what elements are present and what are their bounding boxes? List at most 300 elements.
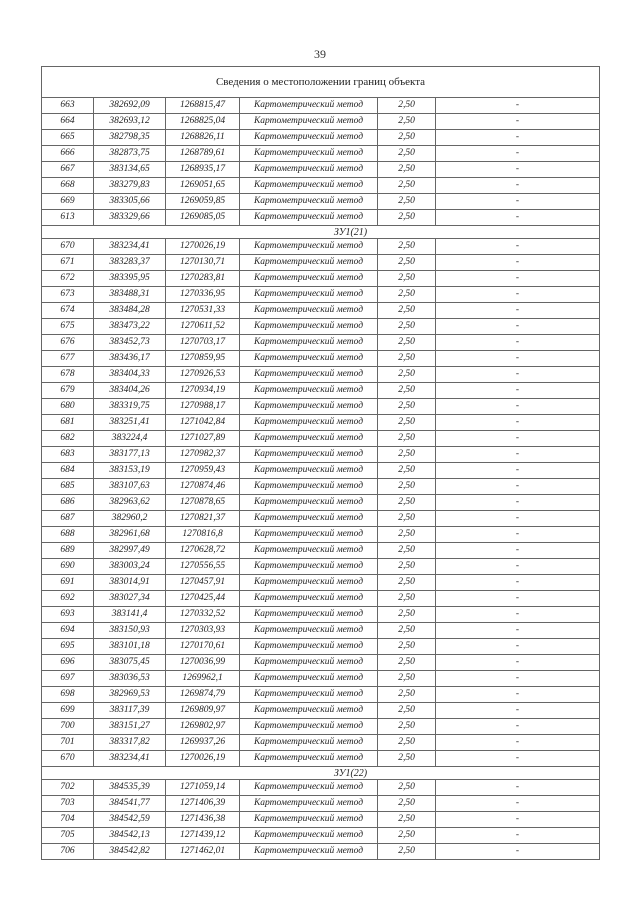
method-cell: Картометрический метод <box>240 399 378 415</box>
description-cell: - <box>436 527 600 543</box>
x-coordinate-cell: 383234,41 <box>94 751 166 767</box>
table-row <box>42 812 600 828</box>
method-cell: Картометрический метод <box>240 527 378 543</box>
accuracy-cell: 2,50 <box>378 655 436 671</box>
table-row <box>42 559 600 575</box>
x-coordinate-cell: 383404,33 <box>94 367 166 383</box>
point-number-cell: 689 <box>42 543 94 559</box>
y-coordinate-cell: 1270874,46 <box>166 479 240 495</box>
point-number-cell: 679 <box>42 383 94 399</box>
y-coordinate-cell: 1269085,05 <box>166 210 240 226</box>
accuracy-cell: 2,50 <box>378 303 436 319</box>
y-coordinate-cell: 1270130,71 <box>166 255 240 271</box>
y-coordinate-cell: 1268825,04 <box>166 114 240 130</box>
accuracy-cell: 2,50 <box>378 623 436 639</box>
x-coordinate-cell: 382960,2 <box>94 511 166 527</box>
table-row <box>42 780 600 796</box>
x-coordinate-cell: 384541,77 <box>94 796 166 812</box>
description-cell: - <box>436 671 600 687</box>
y-coordinate-cell: 1269937,26 <box>166 735 240 751</box>
table-row <box>42 194 600 210</box>
method-cell: Картометрический метод <box>240 591 378 607</box>
point-number-cell: 667 <box>42 162 94 178</box>
table-row <box>42 671 600 687</box>
point-number-cell: 702 <box>42 780 94 796</box>
method-cell: Картометрический метод <box>240 479 378 495</box>
point-number-cell: 703 <box>42 796 94 812</box>
x-coordinate-cell: 384542,59 <box>94 812 166 828</box>
method-cell: Картометрический метод <box>240 639 378 655</box>
accuracy-cell: 2,50 <box>378 431 436 447</box>
method-cell: Картометрический метод <box>240 844 378 860</box>
table-row <box>42 844 600 860</box>
y-coordinate-cell: 1270336,95 <box>166 287 240 303</box>
point-number-cell: 666 <box>42 146 94 162</box>
description-cell: - <box>436 367 600 383</box>
y-coordinate-cell: 1270821,37 <box>166 511 240 527</box>
y-coordinate-cell: 1270283,81 <box>166 271 240 287</box>
method-cell: Картометрический метод <box>240 98 378 114</box>
accuracy-cell: 2,50 <box>378 559 436 575</box>
method-cell: Картометрический метод <box>240 335 378 351</box>
y-coordinate-cell: 1270816,8 <box>166 527 240 543</box>
point-number-cell: 669 <box>42 194 94 210</box>
description-cell: - <box>436 796 600 812</box>
description-cell: - <box>436 178 600 194</box>
x-coordinate-cell: 383117,39 <box>94 703 166 719</box>
accuracy-cell: 2,50 <box>378 255 436 271</box>
table-row <box>42 447 600 463</box>
description-cell: - <box>436 719 600 735</box>
accuracy-cell: 2,50 <box>378 844 436 860</box>
table-row <box>42 796 600 812</box>
x-coordinate-cell: 383319,75 <box>94 399 166 415</box>
x-coordinate-cell: 383150,93 <box>94 623 166 639</box>
description-cell: - <box>436 828 600 844</box>
description-cell: - <box>436 431 600 447</box>
y-coordinate-cell: 1270703,17 <box>166 335 240 351</box>
description-cell: - <box>436 559 600 575</box>
method-cell: Картометрический метод <box>240 447 378 463</box>
y-coordinate-cell: 1270611,52 <box>166 319 240 335</box>
method-cell: Картометрический метод <box>240 130 378 146</box>
method-cell: Картометрический метод <box>240 271 378 287</box>
y-coordinate-cell: 1268826,11 <box>166 130 240 146</box>
x-coordinate-cell: 382961,68 <box>94 527 166 543</box>
point-number-cell: 686 <box>42 495 94 511</box>
y-coordinate-cell: 1270332,52 <box>166 607 240 623</box>
accuracy-cell: 2,50 <box>378 591 436 607</box>
point-number-cell: 688 <box>42 527 94 543</box>
y-coordinate-cell: 1270926,53 <box>166 367 240 383</box>
description-cell: - <box>436 463 600 479</box>
accuracy-cell: 2,50 <box>378 146 436 162</box>
x-coordinate-cell: 383484,28 <box>94 303 166 319</box>
description-cell: - <box>436 812 600 828</box>
point-number-cell: 680 <box>42 399 94 415</box>
section-header-row <box>42 226 600 239</box>
method-cell: Картометрический метод <box>240 623 378 639</box>
table-row <box>42 703 600 719</box>
method-cell: Картометрический метод <box>240 559 378 575</box>
description-cell: - <box>436 146 600 162</box>
table-row <box>42 495 600 511</box>
y-coordinate-cell: 1271027,89 <box>166 431 240 447</box>
description-cell: - <box>436 98 600 114</box>
y-coordinate-cell: 1270934,19 <box>166 383 240 399</box>
y-coordinate-cell: 1270988,17 <box>166 399 240 415</box>
method-cell: Картометрический метод <box>240 351 378 367</box>
method-cell: Картометрический метод <box>240 495 378 511</box>
description-cell: - <box>436 780 600 796</box>
x-coordinate-cell: 383141,4 <box>94 607 166 623</box>
point-number-cell: 700 <box>42 719 94 735</box>
y-coordinate-cell: 1270026,19 <box>166 751 240 767</box>
description-cell: - <box>436 287 600 303</box>
y-coordinate-cell: 1269059,85 <box>166 194 240 210</box>
y-coordinate-cell: 1270556,55 <box>166 559 240 575</box>
x-coordinate-cell: 382693,12 <box>94 114 166 130</box>
accuracy-cell: 2,50 <box>378 639 436 655</box>
description-cell: - <box>436 399 600 415</box>
method-cell: Картометрический метод <box>240 194 378 210</box>
accuracy-cell: 2,50 <box>378 399 436 415</box>
y-coordinate-cell: 1270457,91 <box>166 575 240 591</box>
table-row <box>42 607 600 623</box>
x-coordinate-cell: 383036,53 <box>94 671 166 687</box>
method-cell: Картометрический метод <box>240 239 378 255</box>
description-cell: - <box>436 130 600 146</box>
table-row <box>42 98 600 114</box>
method-cell: Картометрический метод <box>240 703 378 719</box>
table-row <box>42 575 600 591</box>
table-row <box>42 828 600 844</box>
accuracy-cell: 2,50 <box>378 479 436 495</box>
accuracy-cell: 2,50 <box>378 130 436 146</box>
table-row <box>42 415 600 431</box>
y-coordinate-cell: 1270628,72 <box>166 543 240 559</box>
accuracy-cell: 2,50 <box>378 367 436 383</box>
point-number-cell: 690 <box>42 559 94 575</box>
accuracy-cell: 2,50 <box>378 687 436 703</box>
description-cell: - <box>436 114 600 130</box>
x-coordinate-cell: 383151,27 <box>94 719 166 735</box>
point-number-cell: 701 <box>42 735 94 751</box>
table-row <box>42 287 600 303</box>
method-cell: Картометрический метод <box>240 719 378 735</box>
x-coordinate-cell: 383014,91 <box>94 575 166 591</box>
accuracy-cell: 2,50 <box>378 828 436 844</box>
accuracy-cell: 2,50 <box>378 178 436 194</box>
accuracy-cell: 2,50 <box>378 607 436 623</box>
point-number-cell: 674 <box>42 303 94 319</box>
description-cell: - <box>436 383 600 399</box>
method-cell: Картометрический метод <box>240 114 378 130</box>
x-coordinate-cell: 383003,24 <box>94 559 166 575</box>
x-coordinate-cell: 383027,34 <box>94 591 166 607</box>
point-number-cell: 697 <box>42 671 94 687</box>
description-cell: - <box>436 495 600 511</box>
x-coordinate-cell: 382873,75 <box>94 146 166 162</box>
point-number-cell: 693 <box>42 607 94 623</box>
y-coordinate-cell: 1270036,99 <box>166 655 240 671</box>
y-coordinate-cell: 1268935,17 <box>166 162 240 178</box>
description-cell: - <box>436 623 600 639</box>
table-row <box>42 303 600 319</box>
accuracy-cell: 2,50 <box>378 543 436 559</box>
point-number-cell: 670 <box>42 239 94 255</box>
method-cell: Картометрический метод <box>240 751 378 767</box>
description-cell: - <box>436 255 600 271</box>
accuracy-cell: 2,50 <box>378 780 436 796</box>
method-cell: Картометрический метод <box>240 828 378 844</box>
x-coordinate-cell: 383436,17 <box>94 351 166 367</box>
point-number-cell: 670 <box>42 751 94 767</box>
method-cell: Картометрический метод <box>240 796 378 812</box>
x-coordinate-cell: 383107,63 <box>94 479 166 495</box>
x-coordinate-cell: 383488,31 <box>94 287 166 303</box>
table-row <box>42 751 600 767</box>
y-coordinate-cell: 1269809,97 <box>166 703 240 719</box>
table-row <box>42 623 600 639</box>
accuracy-cell: 2,50 <box>378 194 436 210</box>
point-number-cell: 664 <box>42 114 94 130</box>
point-number-cell: 698 <box>42 687 94 703</box>
point-number-cell: 694 <box>42 623 94 639</box>
method-cell: Картометрический метод <box>240 255 378 271</box>
table-row <box>42 591 600 607</box>
x-coordinate-cell: 382963,62 <box>94 495 166 511</box>
point-number-cell: 704 <box>42 812 94 828</box>
accuracy-cell: 2,50 <box>378 114 436 130</box>
accuracy-cell: 2,50 <box>378 447 436 463</box>
description-cell: - <box>436 303 600 319</box>
description-cell: - <box>436 639 600 655</box>
method-cell: Картометрический метод <box>240 575 378 591</box>
table-row <box>42 255 600 271</box>
x-coordinate-cell: 383473,22 <box>94 319 166 335</box>
x-coordinate-cell: 383395,95 <box>94 271 166 287</box>
method-cell: Картометрический метод <box>240 287 378 303</box>
y-coordinate-cell: 1269874,79 <box>166 687 240 703</box>
point-number-cell: 695 <box>42 639 94 655</box>
accuracy-cell: 2,50 <box>378 671 436 687</box>
table-row <box>42 130 600 146</box>
point-number-cell: 705 <box>42 828 94 844</box>
table-row <box>42 639 600 655</box>
description-cell: - <box>436 543 600 559</box>
x-coordinate-cell: 383134,65 <box>94 162 166 178</box>
point-number-cell: 685 <box>42 479 94 495</box>
accuracy-cell: 2,50 <box>378 527 436 543</box>
table-row <box>42 735 600 751</box>
table-row <box>42 114 600 130</box>
description-cell: - <box>436 751 600 767</box>
point-number-cell: 678 <box>42 367 94 383</box>
method-cell: Картометрический метод <box>240 319 378 335</box>
y-coordinate-cell: 1271059,14 <box>166 780 240 796</box>
y-coordinate-cell: 1268789,61 <box>166 146 240 162</box>
method-cell: Картометрический метод <box>240 146 378 162</box>
accuracy-cell: 2,50 <box>378 98 436 114</box>
x-coordinate-cell: 382969,53 <box>94 687 166 703</box>
method-cell: Картометрический метод <box>240 178 378 194</box>
description-cell: - <box>436 511 600 527</box>
x-coordinate-cell: 383101,18 <box>94 639 166 655</box>
description-cell: - <box>436 735 600 751</box>
accuracy-cell: 2,50 <box>378 812 436 828</box>
accuracy-cell: 2,50 <box>378 319 436 335</box>
accuracy-cell: 2,50 <box>378 210 436 226</box>
section-label: ЗУ1(22) <box>42 767 600 780</box>
point-number-cell: 706 <box>42 844 94 860</box>
table-row <box>42 271 600 287</box>
y-coordinate-cell: 1271406,39 <box>166 796 240 812</box>
description-cell: - <box>436 655 600 671</box>
coordinates-table <box>41 66 600 860</box>
method-cell: Картометрический метод <box>240 780 378 796</box>
y-coordinate-cell: 1269802,97 <box>166 719 240 735</box>
method-cell: Картометрический метод <box>240 415 378 431</box>
description-cell: - <box>436 844 600 860</box>
method-cell: Картометрический метод <box>240 431 378 447</box>
table-row <box>42 399 600 415</box>
method-cell: Картометрический метод <box>240 655 378 671</box>
x-coordinate-cell: 384535,39 <box>94 780 166 796</box>
description-cell: - <box>436 239 600 255</box>
table-row <box>42 543 600 559</box>
y-coordinate-cell: 1270982,37 <box>166 447 240 463</box>
x-coordinate-cell: 383279,83 <box>94 178 166 194</box>
y-coordinate-cell: 1271462,01 <box>166 844 240 860</box>
description-cell: - <box>436 271 600 287</box>
point-number-cell: 673 <box>42 287 94 303</box>
table-row <box>42 527 600 543</box>
x-coordinate-cell: 383224,4 <box>94 431 166 447</box>
point-number-cell: 676 <box>42 335 94 351</box>
description-cell: - <box>436 447 600 463</box>
section-header-row <box>42 767 600 780</box>
y-coordinate-cell: 1270425,44 <box>166 591 240 607</box>
table-row <box>42 383 600 399</box>
table-title-row <box>42 67 600 98</box>
point-number-cell: 677 <box>42 351 94 367</box>
point-number-cell: 681 <box>42 415 94 431</box>
description-cell: - <box>436 210 600 226</box>
table-title: Сведения о местоположении границ объекта <box>42 67 600 98</box>
x-coordinate-cell: 383452,73 <box>94 335 166 351</box>
method-cell: Картометрический метод <box>240 687 378 703</box>
table-row <box>42 511 600 527</box>
point-number-cell: 682 <box>42 431 94 447</box>
y-coordinate-cell: 1269051,65 <box>166 178 240 194</box>
table-row <box>42 335 600 351</box>
table-row <box>42 479 600 495</box>
accuracy-cell: 2,50 <box>378 511 436 527</box>
y-coordinate-cell: 1271042,84 <box>166 415 240 431</box>
method-cell: Картометрический метод <box>240 303 378 319</box>
point-number-cell: 675 <box>42 319 94 335</box>
method-cell: Картометрический метод <box>240 607 378 623</box>
point-number-cell: 687 <box>42 511 94 527</box>
accuracy-cell: 2,50 <box>378 162 436 178</box>
accuracy-cell: 2,50 <box>378 735 436 751</box>
method-cell: Картометрический метод <box>240 367 378 383</box>
y-coordinate-cell: 1271436,38 <box>166 812 240 828</box>
method-cell: Картометрический метод <box>240 812 378 828</box>
point-number-cell: 672 <box>42 271 94 287</box>
section-label: ЗУ1(21) <box>42 226 600 239</box>
accuracy-cell: 2,50 <box>378 415 436 431</box>
page-number: 39 <box>314 47 326 61</box>
y-coordinate-cell: 1268815,47 <box>166 98 240 114</box>
table-row <box>42 178 600 194</box>
point-number-cell: 691 <box>42 575 94 591</box>
accuracy-cell: 2,50 <box>378 463 436 479</box>
accuracy-cell: 2,50 <box>378 287 436 303</box>
table-row <box>42 351 600 367</box>
table-row <box>42 146 600 162</box>
point-number-cell: 671 <box>42 255 94 271</box>
y-coordinate-cell: 1270878,65 <box>166 495 240 511</box>
method-cell: Картометрический метод <box>240 511 378 527</box>
description-cell: - <box>436 607 600 623</box>
x-coordinate-cell: 383317,82 <box>94 735 166 751</box>
x-coordinate-cell: 382798,35 <box>94 130 166 146</box>
point-number-cell: 613 <box>42 210 94 226</box>
x-coordinate-cell: 383153,19 <box>94 463 166 479</box>
point-number-cell: 699 <box>42 703 94 719</box>
accuracy-cell: 2,50 <box>378 335 436 351</box>
description-cell: - <box>436 335 600 351</box>
method-cell: Картометрический метод <box>240 210 378 226</box>
x-coordinate-cell: 383305,66 <box>94 194 166 210</box>
accuracy-cell: 2,50 <box>378 383 436 399</box>
accuracy-cell: 2,50 <box>378 719 436 735</box>
method-cell: Картометрический метод <box>240 671 378 687</box>
table-row <box>42 463 600 479</box>
point-number-cell: 696 <box>42 655 94 671</box>
x-coordinate-cell: 384542,82 <box>94 844 166 860</box>
accuracy-cell: 2,50 <box>378 495 436 511</box>
description-cell: - <box>436 194 600 210</box>
x-coordinate-cell: 383283,37 <box>94 255 166 271</box>
method-cell: Картометрический метод <box>240 463 378 479</box>
table-row <box>42 367 600 383</box>
x-coordinate-cell: 383251,41 <box>94 415 166 431</box>
x-coordinate-cell: 382692,09 <box>94 98 166 114</box>
description-cell: - <box>436 591 600 607</box>
description-cell: - <box>436 575 600 591</box>
point-number-cell: 668 <box>42 178 94 194</box>
accuracy-cell: 2,50 <box>378 271 436 287</box>
x-coordinate-cell: 384542,13 <box>94 828 166 844</box>
description-cell: - <box>436 703 600 719</box>
accuracy-cell: 2,50 <box>378 703 436 719</box>
y-coordinate-cell: 1270026,19 <box>166 239 240 255</box>
method-cell: Картометрический метод <box>240 162 378 178</box>
y-coordinate-cell: 1270170,61 <box>166 639 240 655</box>
table-row <box>42 431 600 447</box>
x-coordinate-cell: 383075,45 <box>94 655 166 671</box>
accuracy-cell: 2,50 <box>378 796 436 812</box>
accuracy-cell: 2,50 <box>378 575 436 591</box>
point-number-cell: 665 <box>42 130 94 146</box>
table-row <box>42 162 600 178</box>
accuracy-cell: 2,50 <box>378 239 436 255</box>
table-row <box>42 319 600 335</box>
x-coordinate-cell: 383177,13 <box>94 447 166 463</box>
